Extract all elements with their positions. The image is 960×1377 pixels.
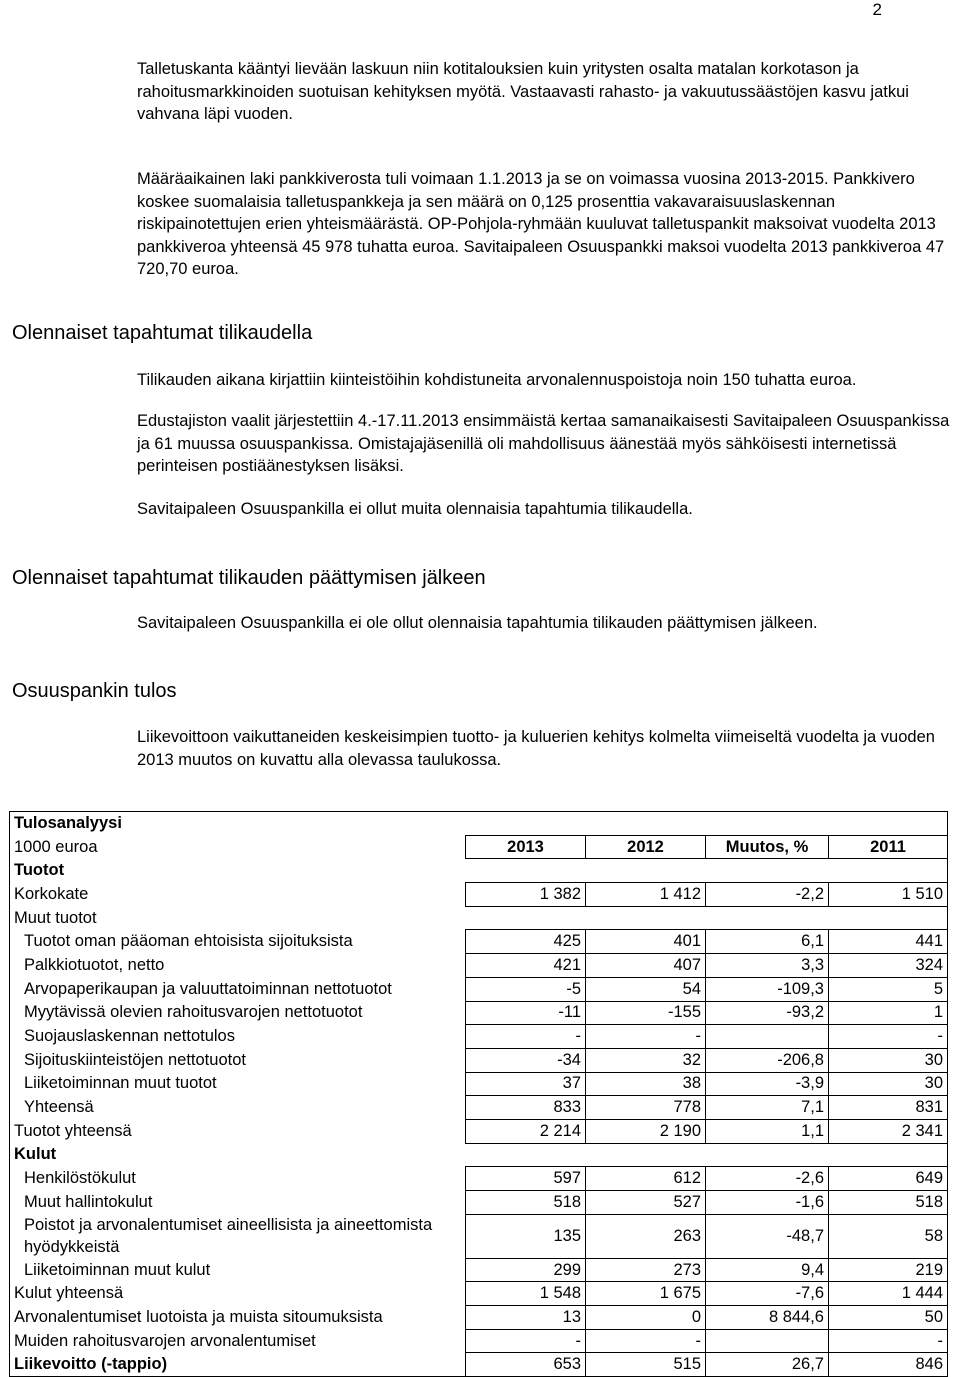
- table-row: [10, 954, 948, 978]
- cell-value: -109,3: [706, 977, 829, 1001]
- cell-value: -34: [466, 1048, 586, 1072]
- cell-value: 37: [466, 1072, 586, 1096]
- cell-value: 831: [829, 1096, 948, 1120]
- row-label: Muut tuotot: [10, 906, 466, 930]
- table-row: [10, 1258, 948, 1282]
- table-row: [10, 1072, 948, 1096]
- cell-value: -7,6: [706, 1282, 829, 1306]
- table-row: [10, 1096, 948, 1120]
- cell-value: -: [466, 1025, 586, 1049]
- cell-value: -93,2: [706, 1001, 829, 1025]
- row-label: Korkokate: [10, 883, 466, 907]
- cell-value: 1: [829, 1001, 948, 1025]
- paragraph-deposits: Talletuskanta kääntyi lievään laskuun niin kotitalouksien kuin yritysten osalta matalan korkotason ja rahoitusmarkkinoiden suotuisan kehityksen myötä. Vastaavasti rahasto- ja vakuutussäästöjen kasvu jatkui vahvana läpi vuoden.: [137, 60, 909, 124]
- cell-value: -: [586, 1329, 706, 1353]
- paragraph-result-intro: Liikevoittoon vaikuttaneiden keskeisimpien tuotto- ja kuluerien kehitys kolmelta viimeiseltä vuodelta ja vuoden 2013 muutos on kuvattu alla olevassa taulukossa.: [137, 728, 935, 769]
- cell-value: -: [829, 1329, 948, 1353]
- cell-value: 32: [586, 1048, 706, 1072]
- table-unit: 1000 euroa: [10, 835, 466, 859]
- cell-value: 9,4: [706, 1258, 829, 1282]
- table-row: [10, 1353, 948, 1377]
- row-label: Sijoituskiinteistöjen nettotuotot: [10, 1048, 466, 1072]
- cell-value: -155: [586, 1001, 706, 1025]
- paragraph-bank-tax: Määräaikainen laki pankkiverosta tuli voimaan 1.1.2013 ja se on voimassa vuosina 2013-2015. Pankkivero koskee suomalaisia talletuspankkeja ja sen määrä on 0,125 prosenttia vakavaraisuuslaskennan riskipainotettujen erien yhteismäärästä. OP-Pohjola-ryhmään kuuluvat talletuspankit maksoivat vuodelta 2013 pankkiveroa yhteensä 45 978 tuhatta euroa. Savitaipaleen Osuuspankki maksoi vuodelta 2013 pankkiveroa 47 720,70 euroa.: [137, 170, 945, 279]
- col-header-change: Muutos, %: [706, 835, 829, 859]
- cell-value: 2 190: [586, 1119, 706, 1143]
- section-costs-label: Kulut: [10, 1143, 466, 1167]
- table-row: [10, 1191, 948, 1215]
- cell-value: 2 341: [829, 1119, 948, 1143]
- row-label: Kulut yhteensä: [10, 1282, 466, 1306]
- cell-value: 597: [466, 1167, 586, 1191]
- row-label: Palkkiotuotot, netto: [10, 954, 466, 978]
- cell-value: 6,1: [706, 930, 829, 954]
- paragraph-no-other-events: Savitaipaleen Osuuspankilla ei ollut muita olennaisia tapahtumia tilikaudella.: [137, 500, 693, 518]
- cell-value: -206,8: [706, 1048, 829, 1072]
- col-header-2013: 2013: [466, 835, 586, 859]
- row-label: Arvonalentumiset luotoista ja muista sitoumuksista: [10, 1306, 466, 1330]
- cell-value: 515: [586, 1353, 706, 1377]
- row-label: Muiden rahoitusvarojen arvonalentumiset: [10, 1329, 466, 1353]
- row-label: Poistot ja arvonalentumiset aineellisista ja aineettomista hyödykkeistä: [10, 1214, 466, 1258]
- cell-value: 518: [466, 1191, 586, 1215]
- cell-value: 26,7: [706, 1353, 829, 1377]
- table-row: [10, 906, 948, 930]
- row-label: Yhteensä: [10, 1096, 466, 1120]
- table-row: [10, 1214, 948, 1258]
- cell-value: 30: [829, 1072, 948, 1096]
- table-row: [10, 1001, 948, 1025]
- cell-value: 653: [466, 1353, 586, 1377]
- paragraph-elections: Edustajiston vaalit järjestettiin 4.-17.11.2013 ensimmäistä kertaa samanaikaisesti Savitaipaleen Osuuspankissa ja 61 muussa osuuspankissa. Omistajajäsenillä oli mahdollisuus äänestää myös sähköisesti internetissä perinteisen postiäänestyksen lisäksi.: [137, 412, 950, 476]
- cell-value: -: [586, 1025, 706, 1049]
- cell-value: -5: [466, 977, 586, 1001]
- table-row: [10, 1282, 948, 1306]
- col-header-2012: 2012: [586, 835, 706, 859]
- row-label: Liiketoiminnan muut tuotot: [10, 1072, 466, 1096]
- cell-value: -48,7: [706, 1214, 829, 1258]
- cell-value: 649: [829, 1167, 948, 1191]
- row-label: Suojauslaskennan nettotulos: [10, 1025, 466, 1049]
- cell-value: 299: [466, 1258, 586, 1282]
- cell-value: 1 510: [829, 883, 948, 907]
- row-label: Henkilöstökulut: [10, 1167, 466, 1191]
- table-row: [10, 930, 948, 954]
- table-row: [10, 1306, 948, 1330]
- cell-value: 1 548: [466, 1282, 586, 1306]
- cell-value: 30: [829, 1048, 948, 1072]
- section-income-label: Tuotot: [10, 859, 466, 883]
- cell-value: 425: [466, 930, 586, 954]
- cell-value: 263: [586, 1214, 706, 1258]
- cell-value: -: [466, 1329, 586, 1353]
- row-label: Tuotot oman pääoman ehtoisista sijoituksista: [10, 930, 466, 954]
- cell-value: 219: [829, 1258, 948, 1282]
- page-number: 2: [872, 0, 882, 19]
- row-label: Myytävissä olevien rahoitusvarojen nettotuotot: [10, 1001, 466, 1025]
- table-row: [10, 1025, 948, 1049]
- cell-value: 778: [586, 1096, 706, 1120]
- table-section-row: [10, 1143, 948, 1167]
- cell-value: 1 412: [586, 883, 706, 907]
- row-label: Arvopaperikaupan ja valuuttatoiminnan nettotuotot: [10, 977, 466, 1001]
- paragraph-write-downs: Tilikauden aikana kirjattiin kiinteistöihin kohdistuneita arvonalennuspoistoja noin 150 tuhatta euroa.: [137, 371, 857, 389]
- cell-value: -11: [466, 1001, 586, 1025]
- cell-value: 5: [829, 977, 948, 1001]
- cell-value: 1,1: [706, 1119, 829, 1143]
- cell-value: 324: [829, 954, 948, 978]
- table-title: Tulosanalyysi: [10, 812, 466, 836]
- cell-value: 527: [586, 1191, 706, 1215]
- heading-result: Osuuspankin tulos: [12, 680, 177, 702]
- cell-value: -3,9: [706, 1072, 829, 1096]
- paragraph-no-events-after: Savitaipaleen Osuuspankilla ei ole ollut olennaisia tapahtumia tilikauden päättymisen jälkeen.: [137, 614, 818, 632]
- row-label: Liikevoitto (-tappio): [10, 1353, 466, 1377]
- cell-value: [706, 1025, 829, 1049]
- cell-value: 833: [466, 1096, 586, 1120]
- cell-value: 1 382: [466, 883, 586, 907]
- heading-events-period: Olennaiset tapahtumat tilikaudella: [12, 322, 313, 344]
- cell-value: -1,6: [706, 1191, 829, 1215]
- cell-value: 58: [829, 1214, 948, 1258]
- table-title-row: [10, 812, 948, 836]
- cell-value: 135: [466, 1214, 586, 1258]
- cell-value: 8 844,6: [706, 1306, 829, 1330]
- cell-value: 518: [829, 1191, 948, 1215]
- cell-value: -: [829, 1025, 948, 1049]
- cell-value: 421: [466, 954, 586, 978]
- cell-value: 1 444: [829, 1282, 948, 1306]
- cell-value: 846: [829, 1353, 948, 1377]
- row-label: Liiketoiminnan muut kulut: [10, 1258, 466, 1282]
- cell-value: 0: [586, 1306, 706, 1330]
- cell-value: 54: [586, 977, 706, 1001]
- cell-value: 38: [586, 1072, 706, 1096]
- table-row: [10, 883, 948, 907]
- cell-value: -2,2: [706, 883, 829, 907]
- cell-value: 13: [466, 1306, 586, 1330]
- income-analysis-table: [9, 811, 948, 1377]
- cell-value: 407: [586, 954, 706, 978]
- cell-value: 441: [829, 930, 948, 954]
- table-row: [10, 1048, 948, 1072]
- cell-value: 2 214: [466, 1119, 586, 1143]
- cell-value: 7,1: [706, 1096, 829, 1120]
- cell-value: 50: [829, 1306, 948, 1330]
- cell-value: 401: [586, 930, 706, 954]
- heading-events-after: Olennaiset tapahtumat tilikauden päättymisen jälkeen: [12, 567, 486, 589]
- cell-value: 3,3: [706, 954, 829, 978]
- cell-value: 273: [586, 1258, 706, 1282]
- table-row: [10, 977, 948, 1001]
- table-section-row: [10, 859, 948, 883]
- cell-value: -2,6: [706, 1167, 829, 1191]
- table-row: [10, 1329, 948, 1353]
- cell-value: 1 675: [586, 1282, 706, 1306]
- row-label: Tuotot yhteensä: [10, 1119, 466, 1143]
- col-header-2011: 2011: [829, 835, 948, 859]
- row-label: Muut hallintokulut: [10, 1191, 466, 1215]
- table-row: [10, 1167, 948, 1191]
- table-header-row: [10, 835, 948, 859]
- cell-value: [706, 1329, 829, 1353]
- table-row: [10, 1119, 948, 1143]
- cell-value: 612: [586, 1167, 706, 1191]
